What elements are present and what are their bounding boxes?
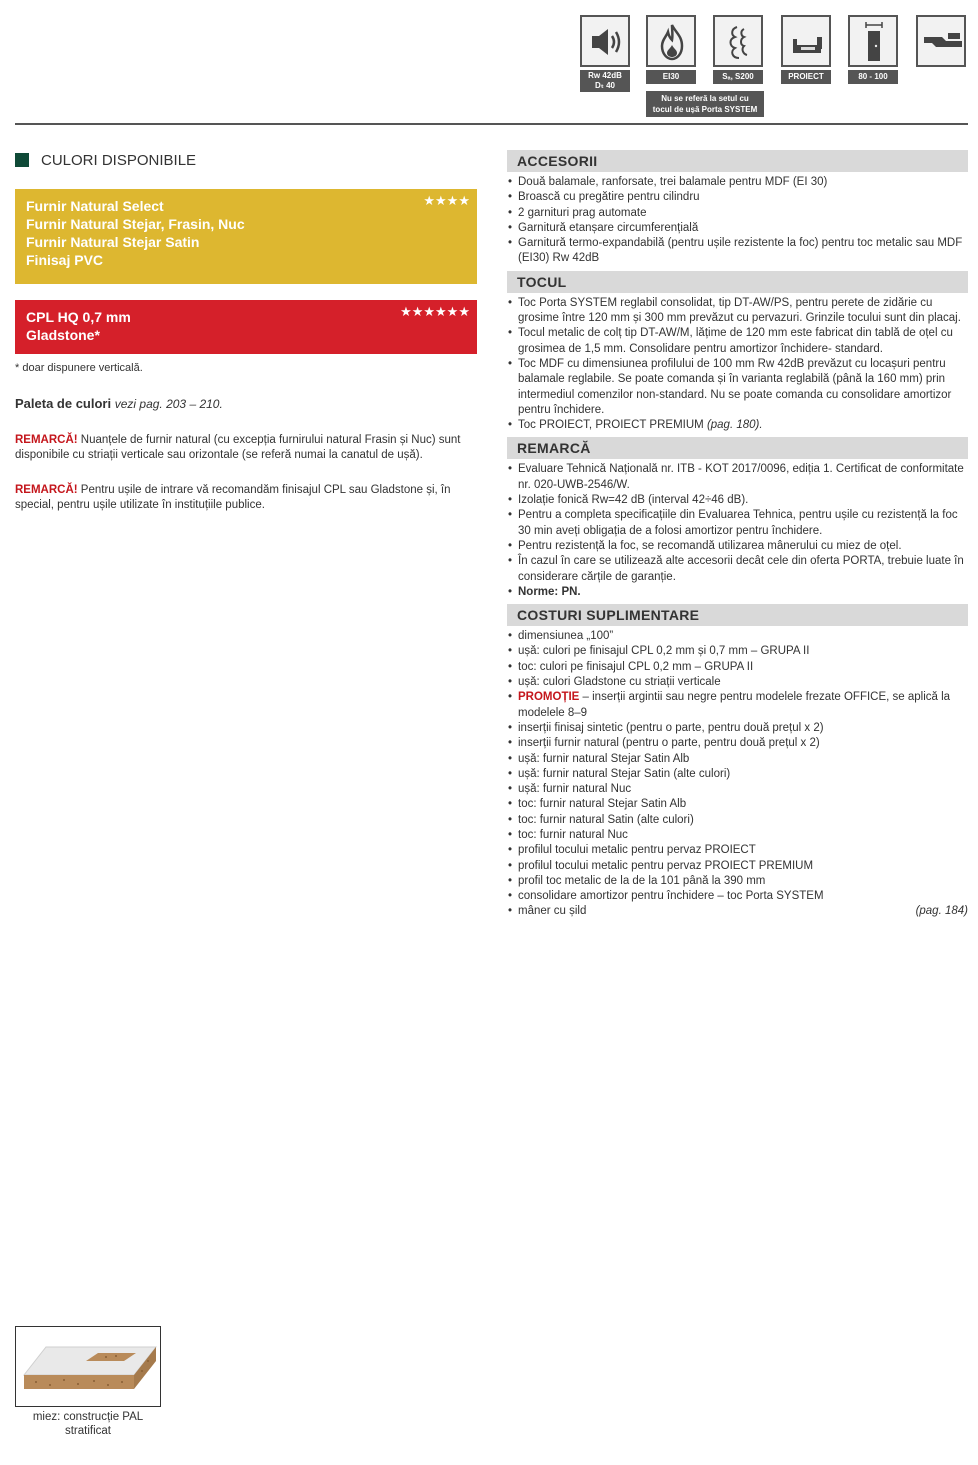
smoke-icon [713,15,763,67]
colors-section [15,150,477,513]
list-item: • ușă: furnir natural Stejar Satin (alte culori) [507,767,968,782]
threshold-icon [916,15,966,67]
list-item: • dimensiunea „100” [507,629,968,644]
list-item: • ușă: culori Gladstone cu striații verticale [507,675,968,690]
remarks-list [507,462,968,600]
sound-insulation-icon [580,15,630,67]
accessories-heading: ACCESORII [507,150,968,172]
footnote: * doar dispunere verticală. [15,362,143,374]
remark-veneer: REMARCĂ! Nuanțele de furnir natural (cu excepția furnirului natural Frasin și Nuc) sunt disponibile cu striații verticale sau orizontale (se referă numai la canatul de ușă). [15,434,461,461]
list-item: • Toc MDF cu dimensiunea profilului de 100 mm Rw 42dB prevăzut cu locașuri pentru balamale reglabile. Se poate comanda și în varianta reglabilă (până la 160 mm) prin intermediul comenzilor non-standard. Nu se poate comanda cu consolidare amortizor pentru închidere. [507,357,968,418]
feature-icon-strip [580,15,970,125]
list-item: • profilul tocului metalic pentru pervaz PROIECT PREMIUM [507,859,968,874]
swatch-cpl-gladstone: CPL HQ 0,7 mm Gladstone* ★★★★★★ [15,300,477,354]
frame-project-icon [781,15,831,67]
frame-project-label: PROIECT [781,70,831,84]
specs-column [507,150,968,924]
frame-list [507,296,968,434]
colors-title: CULORI DISPONIBILE [15,150,477,170]
remark-entrance-doors: REMARCĂ! Pentru ușile de intrare vă recomandăm finisajul CPL sau Gladstone și, în special, pentru ușile utilizate în instituțiile publice. [15,484,451,511]
list-item: • Garnitură etanșare circumferențială [507,221,968,236]
icon-note: Nu se referă la setul cu tocul de ușă Porta SYSTEM [646,91,764,117]
list-item: • profil toc metalic de la de la 101 până la 390 mm [507,874,968,889]
header-divider [15,123,968,125]
rating-stars: ★★★★★★ [400,304,470,319]
list-item: • Broască cu pregătire pentru cilindru [507,190,968,205]
list-item: • Pentru a completa specificațiile din Evaluarea Tehnica, pentru ușile cu rezistență la foc 30 min aveți obligația de a folosi amortizor pentru închidere. [507,508,968,539]
fire-resistance-label: EI30 [646,70,696,84]
list-item: • profilul tocului metalic pentru pervaz PROIECT [507,843,968,858]
list-item: • Garnitură termo-expandabilă (pentru ușile rezistente la foc) pentru toc metalic sau MDF (EI30) Rw 42dB [507,236,968,267]
door-width-label: 80 - 100 [848,70,898,84]
list-item: • mâner cu șild (pag. 184) [507,904,968,919]
frame-heading: TOCUL [507,271,968,293]
list-item: • inserții finisaj sintetic (pentru o parte, pentru două prețul x 2) [507,721,968,736]
list-item: • ușă: culori pe finisajul CPL 0,2 mm și 0,7 mm – GRUPA II [507,644,968,659]
accessories-list [507,175,968,267]
door-width-icon [848,15,898,67]
list-item: • Izolație fonică Rw=42 dB (interval 42÷46 dB). [507,493,968,508]
promo-item: • PROMOȚIE – inserții argintii sau negre pentru modelele frezate OFFICE, se aplică la modelele 8–9 [507,690,968,721]
list-item: • Pentru rezistență la foc, se recomandă utilizarea mânerului cu miez de oțel. [507,539,968,554]
rating-stars: ★★★★ [423,193,470,208]
list-item: • toc: furnir natural Nuc [507,828,968,843]
list-item: • În cazul în care se utilizează alte accesorii decât cele din oferta PORTA, trebuie luate în considerare cărțile de garanție. [507,554,968,585]
list-item: • Norme: PN. [507,585,968,600]
list-item: • ușă: furnir natural Nuc [507,782,968,797]
extra-costs-list [507,629,968,920]
sound-insulation-label: Rw 42dB Dₜ 40 [580,70,630,92]
fire-resistance-icon [646,15,696,67]
core-construction-image [15,1326,161,1407]
list-item: • toc: furnir natural Stejar Satin Alb [507,797,968,812]
list-item: • ușă: furnir natural Stejar Satin Alb [507,752,968,767]
list-item: • Două balamale, ranforsate, trei balamale pentru MDF (EI 30) [507,175,968,190]
list-item: • Tocul metalic de colț tip DT-AW/M, lățime de 120 mm este fabricat din tablă de oțel cu grosimea de 1,5 mm. Consolidare pentru amortizor închidere- standard. [507,326,968,357]
extra-costs-heading: COSTURI SUPLIMENTARE [507,604,968,626]
list-item: • toc: culori pe finisajul CPL 0,2 mm – GRUPA II [507,660,968,675]
list-item: • toc: furnir natural Satin (alte culori) [507,813,968,828]
core-construction-caption: miez: construcție PAL stratificat [32,1411,144,1437]
list-item: • Toc Porta SYSTEM reglabil consolidat, tip DT-AW/PS, pentru perete de zidărie cu grosime între 120 mm și 300 mm prevăzut cu pervazuri. Grinzile tocului sunt din placaj. [507,296,968,327]
list-item: • Toc PROIECT, PROIECT PREMIUM (pag. 180). [507,418,968,433]
remarks-heading: REMARCĂ [507,437,968,459]
swatch-natural-veneer: Furnir Natural Select Furnir Natural Stejar, Frasin, Nuc Furnir Natural Stejar Satin Finisaj PVC ★★★★ [15,189,477,284]
smoke-label: Sₐ, S200 [713,70,763,84]
color-palette-reference: Paleta de culori vezi pag. 203 – 210. [15,396,223,411]
section-marker-icon [15,153,29,167]
list-item: • Evaluare Tehnică Națională nr. ITB - KOT 2017/0096, ediția 1. Certificat de conformitate nr. 020-UWB-2546/W. [507,462,968,493]
list-item: • consolidare amortizor pentru închidere – toc Porta SYSTEM [507,889,968,904]
list-item: • 2 garnituri prag automate [507,206,968,221]
list-item: • inserții furnir natural (pentru o parte, pentru două prețul x 2) [507,736,968,751]
